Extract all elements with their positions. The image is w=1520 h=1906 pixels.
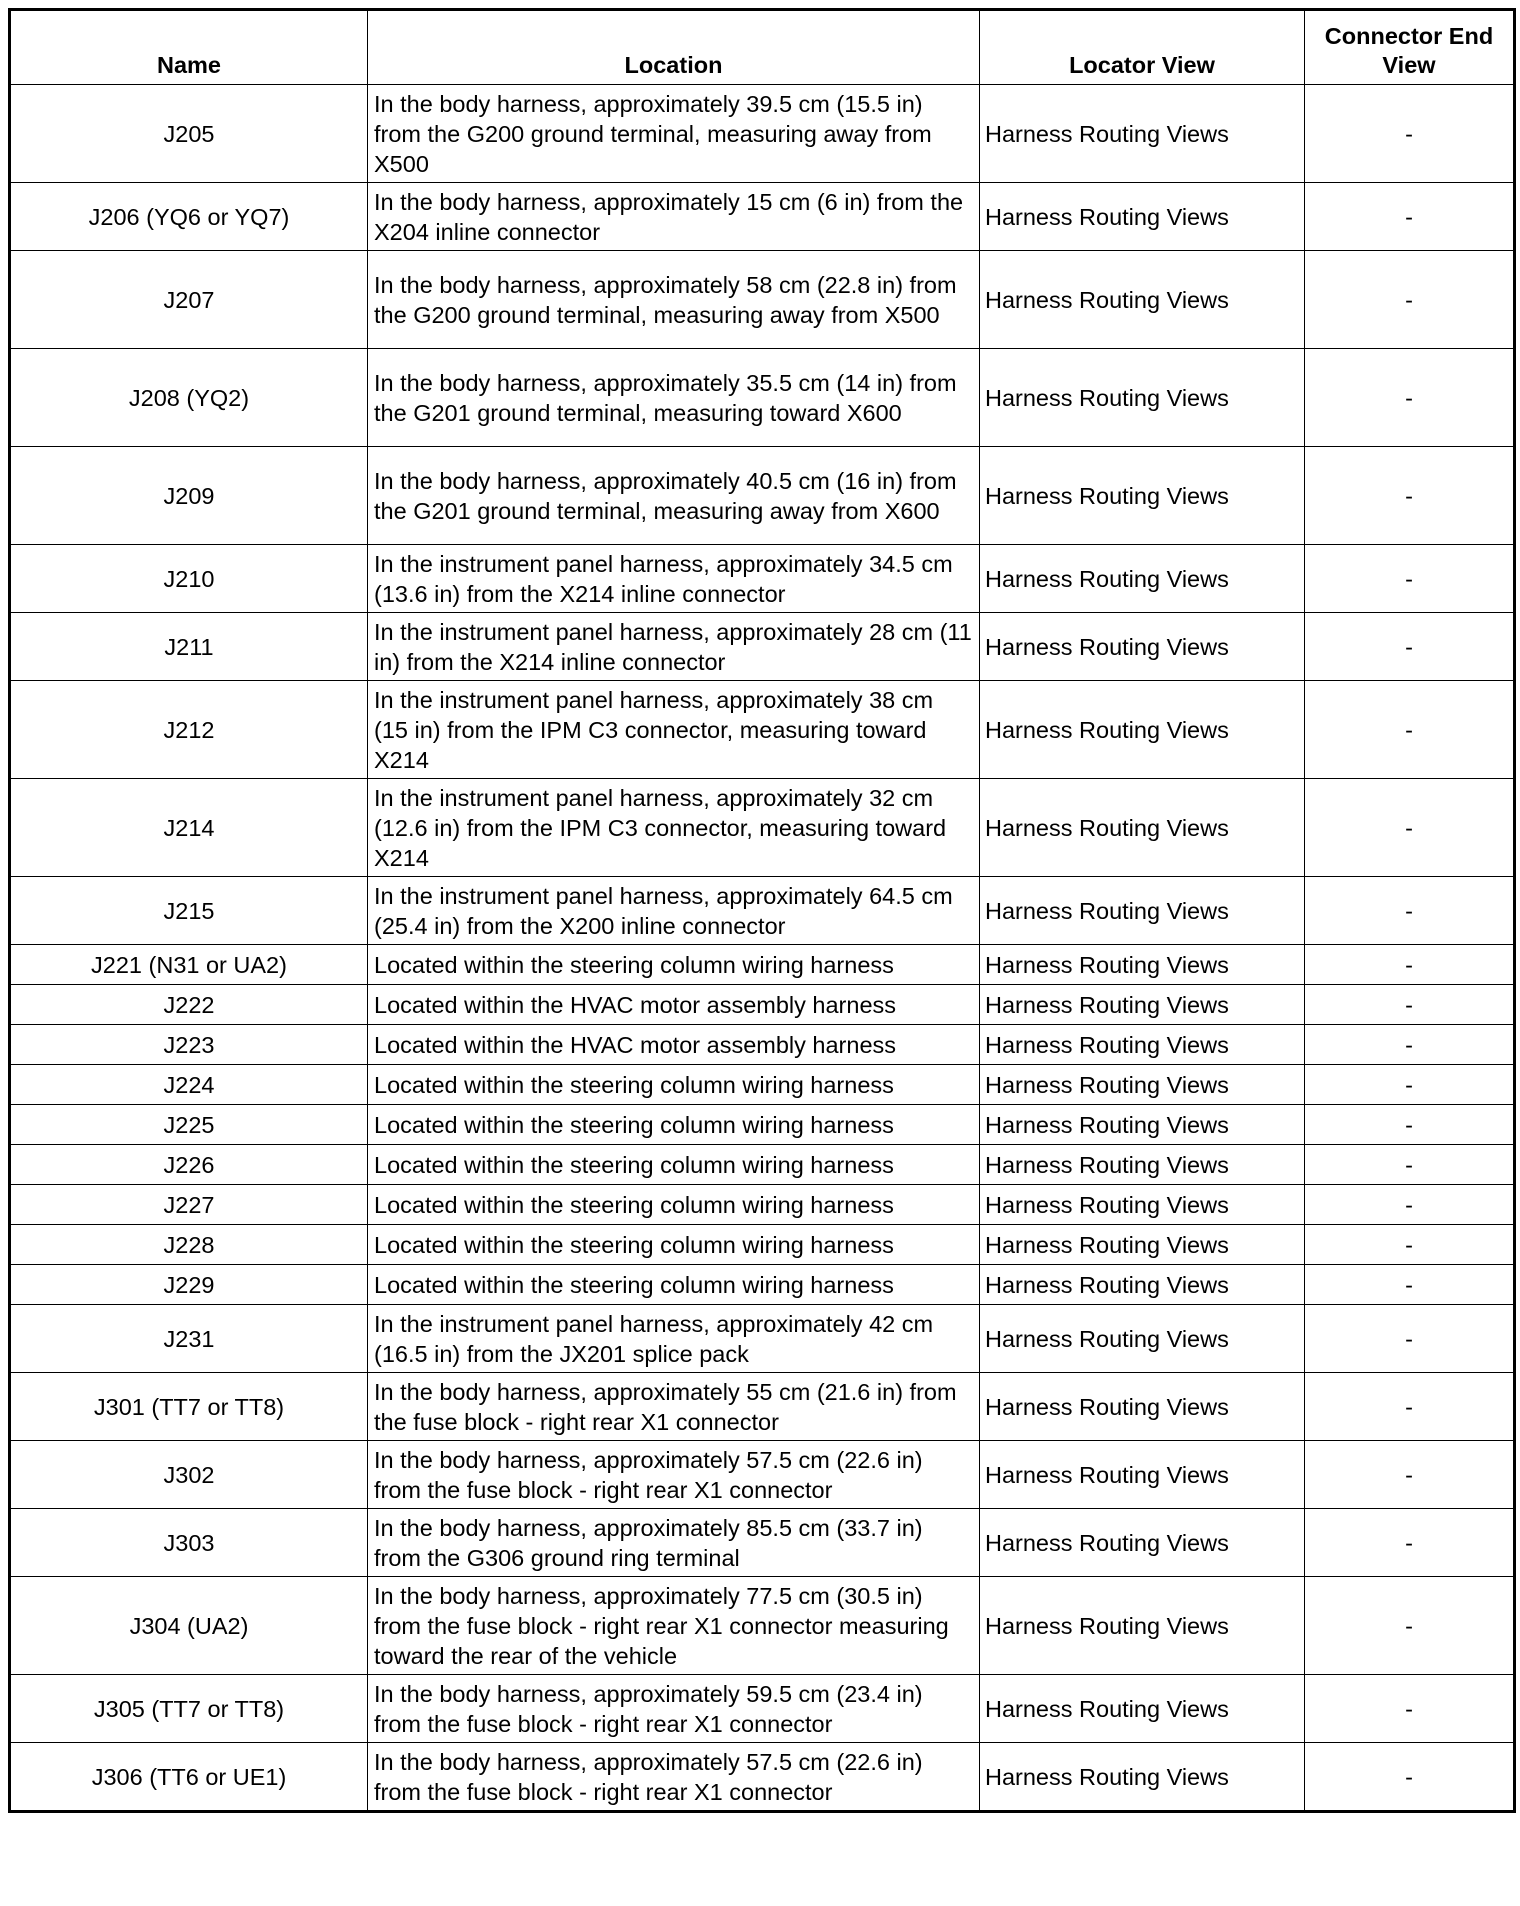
- cell-connector-end-view: -: [1305, 85, 1515, 183]
- cell-connector-end-view: -: [1305, 447, 1515, 545]
- cell-location: In the body harness, approximately 58 cm (22.8 in) from the G200 ground terminal, measuring away from X500: [368, 251, 980, 349]
- cell-location: In the instrument panel harness, approximately 64.5 cm (25.4 in) from the X200 inline connector: [368, 877, 980, 945]
- cell-locator-view: Harness Routing Views: [980, 877, 1305, 945]
- cell-location: In the body harness, approximately 39.5 cm (15.5 in) from the G200 ground terminal, measuring away from X500: [368, 85, 980, 183]
- table-row: [10, 545, 1515, 613]
- cell-locator-view: Harness Routing Views: [980, 1509, 1305, 1577]
- table-row: [10, 779, 1515, 877]
- column-header-locator-view: Locator View: [980, 10, 1305, 85]
- cell-connector-end-view: -: [1305, 1105, 1515, 1145]
- cell-name: J223: [10, 1025, 368, 1065]
- cell-location: Located within the steering column wiring harness: [368, 1225, 980, 1265]
- cell-connector-end-view: -: [1305, 349, 1515, 447]
- cell-name: J207: [10, 251, 368, 349]
- table-row: [10, 447, 1515, 545]
- cell-connector-end-view: -: [1305, 1509, 1515, 1577]
- cell-name: J210: [10, 545, 368, 613]
- table-row: [10, 1675, 1515, 1743]
- table-row: [10, 251, 1515, 349]
- cell-location: In the body harness, approximately 77.5 cm (30.5 in) from the fuse block - right rear X1 connector measuring toward the rear of the vehicle: [368, 1577, 980, 1675]
- cell-locator-view: Harness Routing Views: [980, 349, 1305, 447]
- cell-name: J205: [10, 85, 368, 183]
- cell-locator-view: Harness Routing Views: [980, 1225, 1305, 1265]
- table-row: [10, 985, 1515, 1025]
- table-row: [10, 1743, 1515, 1812]
- cell-connector-end-view: -: [1305, 1373, 1515, 1441]
- table-row: [10, 1025, 1515, 1065]
- cell-location: Located within the HVAC motor assembly harness: [368, 1025, 980, 1065]
- cell-name: J211: [10, 613, 368, 681]
- cell-name: J212: [10, 681, 368, 779]
- cell-name: J306 (TT6 or UE1): [10, 1743, 368, 1812]
- table-row: [10, 1305, 1515, 1373]
- table-row: [10, 1065, 1515, 1105]
- cell-connector-end-view: -: [1305, 877, 1515, 945]
- column-header-name: Name: [10, 10, 368, 85]
- cell-connector-end-view: -: [1305, 183, 1515, 251]
- cell-connector-end-view: -: [1305, 1743, 1515, 1812]
- cell-location: In the body harness, approximately 55 cm (21.6 in) from the fuse block - right rear X1 connector: [368, 1373, 980, 1441]
- cell-connector-end-view: -: [1305, 1065, 1515, 1105]
- table-row: [10, 945, 1515, 985]
- cell-name: J221 (N31 or UA2): [10, 945, 368, 985]
- cell-connector-end-view: -: [1305, 1441, 1515, 1509]
- cell-connector-end-view: -: [1305, 1265, 1515, 1305]
- table-row: [10, 1441, 1515, 1509]
- cell-location: Located within the HVAC motor assembly harness: [368, 985, 980, 1025]
- cell-name: J224: [10, 1065, 368, 1105]
- cell-locator-view: Harness Routing Views: [980, 1065, 1305, 1105]
- cell-connector-end-view: -: [1305, 1025, 1515, 1065]
- cell-connector-end-view: -: [1305, 1145, 1515, 1185]
- cell-connector-end-view: -: [1305, 681, 1515, 779]
- cell-locator-view: Harness Routing Views: [980, 1025, 1305, 1065]
- table-row: [10, 1265, 1515, 1305]
- table-row: [10, 1373, 1515, 1441]
- cell-name: J228: [10, 1225, 368, 1265]
- cell-location: In the body harness, approximately 35.5 cm (14 in) from the G201 ground terminal, measuring toward X600: [368, 349, 980, 447]
- cell-connector-end-view: -: [1305, 251, 1515, 349]
- cell-connector-end-view: -: [1305, 545, 1515, 613]
- cell-connector-end-view: -: [1305, 779, 1515, 877]
- column-header-location: Location: [368, 10, 980, 85]
- cell-name: J226: [10, 1145, 368, 1185]
- cell-name: J305 (TT7 or TT8): [10, 1675, 368, 1743]
- cell-locator-view: Harness Routing Views: [980, 545, 1305, 613]
- cell-name: J206 (YQ6 or YQ7): [10, 183, 368, 251]
- table-row: [10, 1105, 1515, 1145]
- cell-location: Located within the steering column wiring harness: [368, 1185, 980, 1225]
- cell-connector-end-view: -: [1305, 985, 1515, 1025]
- cell-name: J303: [10, 1509, 368, 1577]
- cell-locator-view: Harness Routing Views: [980, 1105, 1305, 1145]
- cell-location: In the body harness, approximately 57.5 cm (22.6 in) from the fuse block - right rear X1 connector: [368, 1441, 980, 1509]
- cell-location: In the body harness, approximately 40.5 cm (16 in) from the G201 ground terminal, measuring away from X600: [368, 447, 980, 545]
- cell-locator-view: Harness Routing Views: [980, 447, 1305, 545]
- cell-locator-view: Harness Routing Views: [980, 1145, 1305, 1185]
- cell-locator-view: Harness Routing Views: [980, 1441, 1305, 1509]
- cell-locator-view: Harness Routing Views: [980, 85, 1305, 183]
- table-row: [10, 1185, 1515, 1225]
- cell-connector-end-view: -: [1305, 1225, 1515, 1265]
- cell-location: In the body harness, approximately 57.5 cm (22.6 in) from the fuse block - right rear X1 connector: [368, 1743, 980, 1812]
- cell-location: In the instrument panel harness, approximately 28 cm (11 in) from the X214 inline connector: [368, 613, 980, 681]
- cell-locator-view: Harness Routing Views: [980, 1265, 1305, 1305]
- cell-connector-end-view: -: [1305, 1185, 1515, 1225]
- table-row: [10, 85, 1515, 183]
- splice-location-table: [8, 8, 1516, 1813]
- cell-name: J302: [10, 1441, 368, 1509]
- table-row: [10, 877, 1515, 945]
- cell-name: J231: [10, 1305, 368, 1373]
- cell-connector-end-view: -: [1305, 1577, 1515, 1675]
- cell-locator-view: Harness Routing Views: [980, 1675, 1305, 1743]
- cell-locator-view: Harness Routing Views: [980, 1577, 1305, 1675]
- table-row: [10, 183, 1515, 251]
- cell-location: Located within the steering column wiring harness: [368, 1145, 980, 1185]
- cell-name: J227: [10, 1185, 368, 1225]
- table-row: [10, 1509, 1515, 1577]
- cell-name: J215: [10, 877, 368, 945]
- table-row: [10, 681, 1515, 779]
- cell-location: In the body harness, approximately 15 cm (6 in) from the X204 inline connector: [368, 183, 980, 251]
- cell-location: In the body harness, approximately 85.5 cm (33.7 in) from the G306 ground ring terminal: [368, 1509, 980, 1577]
- cell-location: In the instrument panel harness, approximately 32 cm (12.6 in) from the IPM C3 connector, measuring toward X214: [368, 779, 980, 877]
- cell-location: In the instrument panel harness, approximately 38 cm (15 in) from the IPM C3 connector, measuring toward X214: [368, 681, 980, 779]
- cell-location: Located within the steering column wiring harness: [368, 1105, 980, 1145]
- cell-name: J208 (YQ2): [10, 349, 368, 447]
- cell-connector-end-view: -: [1305, 1675, 1515, 1743]
- table-row: [10, 1145, 1515, 1185]
- table-row: [10, 349, 1515, 447]
- cell-name: J222: [10, 985, 368, 1025]
- cell-name: J301 (TT7 or TT8): [10, 1373, 368, 1441]
- cell-connector-end-view: -: [1305, 945, 1515, 985]
- splice-location-table-container: [8, 8, 1513, 1813]
- cell-location: In the instrument panel harness, approximately 42 cm (16.5 in) from the JX201 splice pack: [368, 1305, 980, 1373]
- table-header-row: [10, 10, 1515, 85]
- cell-location: In the instrument panel harness, approximately 34.5 cm (13.6 in) from the X214 inline connector: [368, 545, 980, 613]
- cell-location: Located within the steering column wiring harness: [368, 1265, 980, 1305]
- cell-name: J225: [10, 1105, 368, 1145]
- cell-locator-view: Harness Routing Views: [980, 985, 1305, 1025]
- cell-locator-view: Harness Routing Views: [980, 613, 1305, 681]
- table-row: [10, 1577, 1515, 1675]
- cell-locator-view: Harness Routing Views: [980, 1305, 1305, 1373]
- table-row: [10, 613, 1515, 681]
- cell-locator-view: Harness Routing Views: [980, 945, 1305, 985]
- cell-connector-end-view: -: [1305, 1305, 1515, 1373]
- cell-locator-view: Harness Routing Views: [980, 1373, 1305, 1441]
- cell-name: J209: [10, 447, 368, 545]
- cell-locator-view: Harness Routing Views: [980, 1185, 1305, 1225]
- cell-location: Located within the steering column wiring harness: [368, 945, 980, 985]
- cell-locator-view: Harness Routing Views: [980, 681, 1305, 779]
- cell-location: Located within the steering column wiring harness: [368, 1065, 980, 1105]
- cell-locator-view: Harness Routing Views: [980, 183, 1305, 251]
- column-header-connector-end-view: Connector End View: [1305, 10, 1515, 85]
- cell-locator-view: Harness Routing Views: [980, 251, 1305, 349]
- cell-location: In the body harness, approximately 59.5 cm (23.4 in) from the fuse block - right rear X1 connector: [368, 1675, 980, 1743]
- cell-name: J229: [10, 1265, 368, 1305]
- cell-locator-view: Harness Routing Views: [980, 1743, 1305, 1812]
- cell-name: J304 (UA2): [10, 1577, 368, 1675]
- cell-connector-end-view: -: [1305, 613, 1515, 681]
- table-row: [10, 1225, 1515, 1265]
- cell-name: J214: [10, 779, 368, 877]
- cell-locator-view: Harness Routing Views: [980, 779, 1305, 877]
